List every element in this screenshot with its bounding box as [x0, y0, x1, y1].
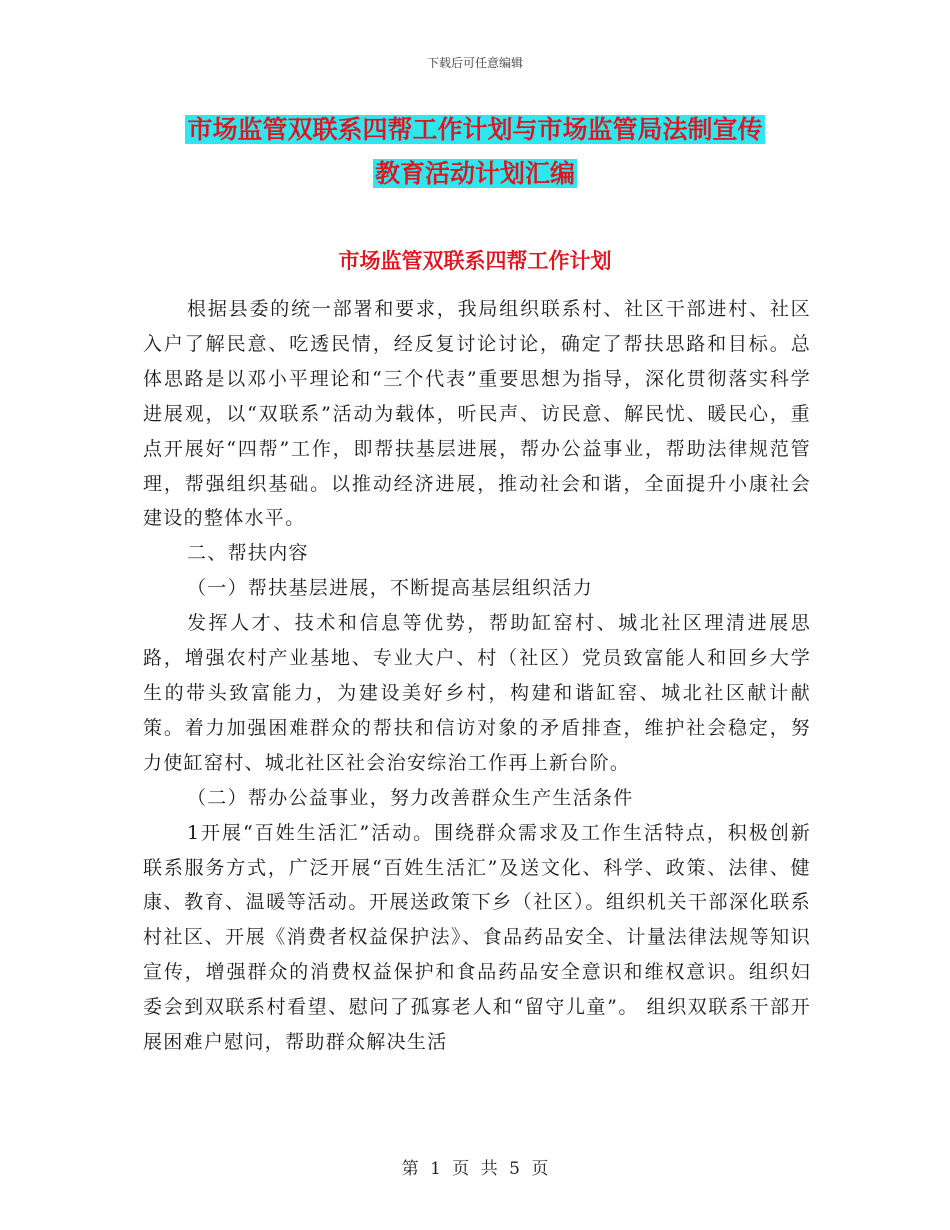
document-title-line-1-text: 市场监管双联系四帮工作计划与市场监管局法制宣传: [187, 115, 763, 144]
subheading-1: （一）帮扶基层进展，不断提高基层组织活力: [187, 577, 594, 600]
heading-support-content: 二、帮扶内容: [187, 542, 309, 565]
document-title-line-2-text: 教育活动计划汇编: [374, 159, 575, 188]
subheading-2: （二）帮办公益事业，努力改善群众生产生活条件: [187, 786, 634, 809]
document-title-line-1: [0, 110, 950, 150]
paragraph-intro: 根据县委的统一部署和要求，我局组织联系村、社区干部进村、社区入户了解民意、吃透民情，经反复讨论讨论，确定了帮扶思路和目标。总体思路是以邓小平理论和“三个代表”重要思想为指导，深化贯彻落实科学进展观，以“双联系”活动为载体，听民声、访民意、解民忧、暖民心，重点开展好“四帮”工作，即帮扶基层进展，帮办公益事业，帮助法律规范管理，帮强组织基础。以推动经济进展，推动社会和谐，全面提升小康社会建设的整体水平。: [143, 298, 811, 530]
paragraph-support-grassroots: 发挥人才、技术和信息等优势，帮助缸窑村、城北社区理清进展思路，增强农村产业基地、专业大户、村（社区）党员致富能人和回乡大学生的带头致富能力，为建设美好乡村，构建和谐缸窑、城北社区献计献策。着力加强困难群众的帮扶和信访对象的矛盾排查，维护社会稳定，努力使缸窑村、城北社区社会治安综治工作再上新台阶。: [143, 612, 811, 774]
page-header-note: 下载后可任意编辑: [426, 56, 523, 70]
page-number-footer: 第 1 页 共 5 页: [401, 1159, 549, 1179]
document-title-line-2: [0, 154, 950, 194]
paragraph-public-welfare: 1开展“百姓生活汇”活动。围绕群众需求及工作生活特点，积极创新联系服务方式，广泛开展“百姓生活汇”及送文化、科学、政策、法律、健康、教育、温暖等活动。开展送政策下乡（社区）。组织机关干部深化联系村社区、开展《消费者权益保护法》、食品药品安全、计量法律法规等知识宣传，增强群众的消费权益保护和食品药品安全意识和维权意识。组织妇委会到双联系村看望、慰问了孤寡老人和“留守儿童”。 组织双联系干部开展困难户慰问，帮助群众解决生活: [143, 821, 811, 1054]
section-title: 市场监管双联系四帮工作计划: [338, 248, 612, 273]
document-body: [143, 292, 811, 1060]
